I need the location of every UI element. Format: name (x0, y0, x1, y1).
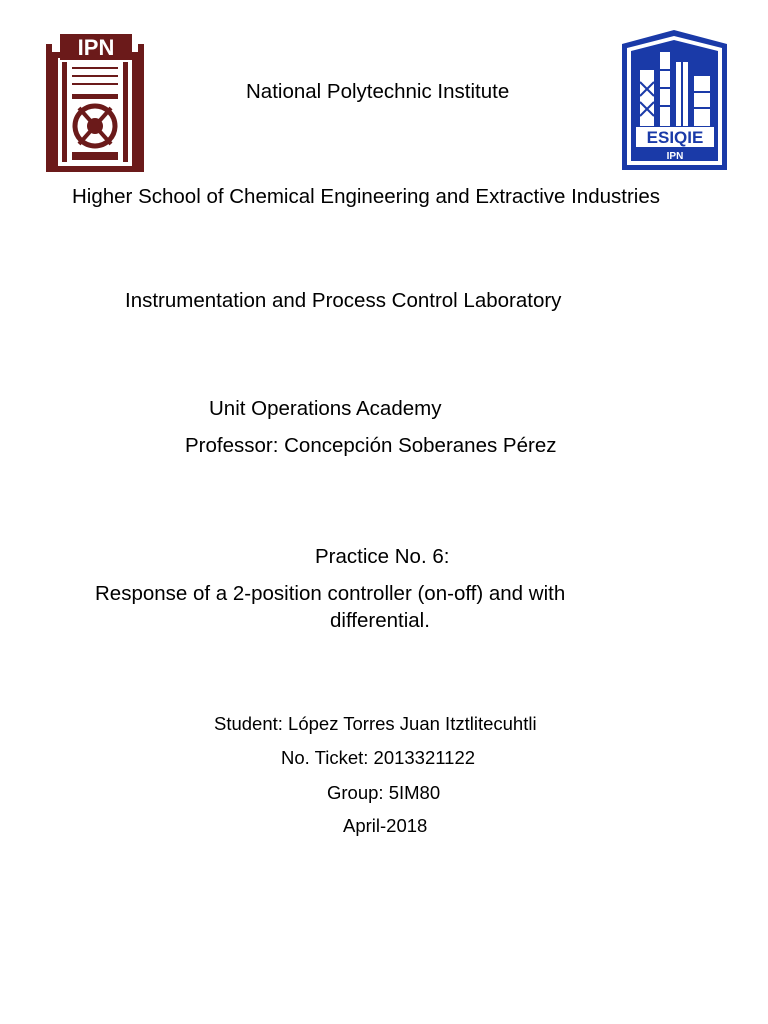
ipn-logo (46, 34, 144, 176)
practice-title-line2: differential. (330, 609, 430, 632)
document-date: April-2018 (343, 815, 428, 836)
esiqie-logo-ipn-text: IPN (666, 151, 684, 162)
group-code: Group: 5IM80 (327, 782, 441, 803)
esiqie-logo (622, 30, 727, 170)
practice-title-line1: Response of a 2-position controller (on-off) and with (95, 582, 566, 605)
ticket-number: No. Ticket: 2013321122 (281, 747, 476, 768)
laboratory-title: Instrumentation and Process Control Laboratory (125, 289, 562, 312)
esiqie-logo-text: ESIQIE (646, 128, 704, 147)
school-title: Higher School of Chemical Engineering and Extractive Industries (72, 185, 660, 208)
ipn-logo-text: IPN (77, 35, 115, 60)
institution-title: National Polytechnic Institute (246, 80, 510, 103)
professor-name: Professor: Concepción Soberanes Pérez (185, 434, 557, 457)
practice-number: Practice No. 6: (315, 545, 450, 568)
academy-title: Unit Operations Academy (209, 397, 442, 420)
student-name: Student: López Torres Juan Itztlitecuhtli (214, 713, 537, 734)
